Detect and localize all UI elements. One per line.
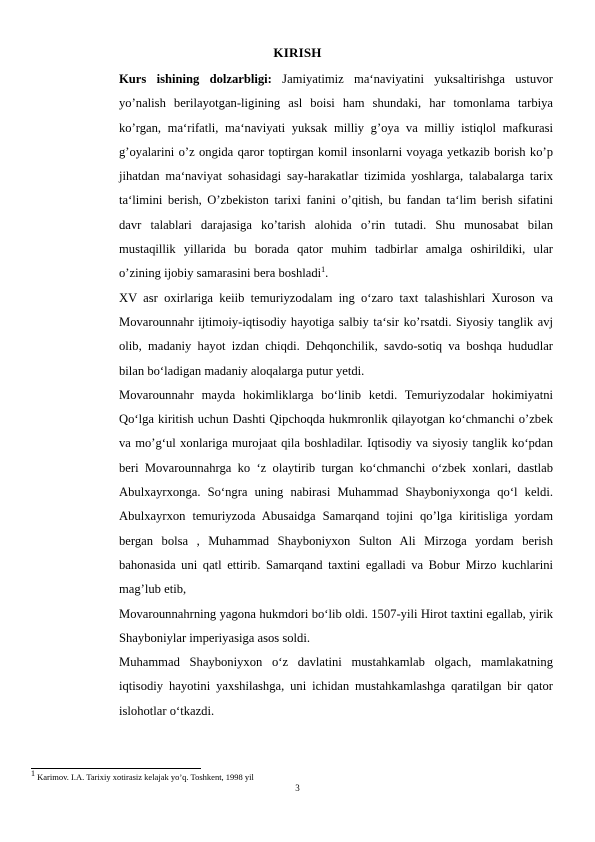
footnote-ref[interactable]: 1	[321, 265, 326, 275]
relevance-text: Jamiyatimiz ma‘naviyatini yuksaltirishga ustuvor yo’nalish berilayotgan-ligining asl boisi ham shundaki, har tomonlama tarbiya ko’rgan, ma‘rifatli, ma‘naviyati yuksak milliy g’oya va milliy istiqlol mafkurasi g’oyalarini o’z ongida qaror toptirgan komil insonlarni voyaga yetkazib borish ko’p jihatdan ma‘naviyat sohasidagi say-harakatlar tizimida yoshlarga, talabalarga tarix ta‘limini berish, O’zbekiston tarixi fanini o’qitish, bu fandan ta‘lim berish sifatini davr talablari darajasiga ko’tarish alohida o’rin tutadi. Shu munosabat bilan mustaqillik yillarida bu borada qator muhim tadbirlar amalga oshirildiki, ular o’zining ijobiy samarasini bera boshladi	[119, 72, 554, 281]
relevance-lead: Kurs ishining dolzarbligi:	[119, 72, 272, 86]
relevance-tail: .	[325, 266, 329, 281]
body-text	[119, 67, 553, 723]
footnote-marker: 1	[31, 769, 35, 779]
footnote-text: Karimov. I.A. Tarixiy xotirasiz kelajak yo’q. Toshkent, 1998 yil	[35, 772, 254, 782]
paragraph-xv-century: XV asr oxirlariga keiib temuriyzodalam ing o‘zaro taxt talashishlari Xuroson va Movarounnahr ijtimoiy-iqtisodiy hayotiga salbiy ta‘sir ko’rsatdi. Siyosiy tanglik avj olib, madaniy hayot izdan chiqdi. Dehqonchilik, savdo-sotiq va boshqa hududlar bilan bo‘ladigan madaniy aloqalarga putur yetdi.	[119, 290, 553, 378]
section-heading: KIRISH	[273, 45, 322, 60]
paragraph-movarounnahr-division: Movarounnahr mayda hokimliklarga bo‘linib ketdi. Temuriyzodalar hokimiyatni Qo‘lga kiritish uchun Dashti Qipchoqda hukmronlik qilayotgan ko‘chmanchi o’zbek va mo’g‘ul xonlariga murojaat qila boshladilar. Iqtisodiy va siyosiy tanglik ko‘pdan beri Movarounnahrga ko ‘z olaytirib turgan ko‘chmanchi o‘zbek xonlari, dastlab Abulxayrxonga. So‘ngra uning nabirasi Muhammad Shayboniyxonga qo‘l keldi. Abulxayrxon temuriyzoda Abusaidga Samarqand tojini qo’lga kiritisliga yordam bergan bolsa , Muhammad Shayboniyxon Sulton Ali Mirzoga yordam berish bahonasida uni qatl ettirib. Samarqand taxtini egalladi va Bobur Mirzo kuchlarini mag’lub etib,	[119, 387, 553, 597]
page-number: 3	[295, 783, 300, 793]
paragraph-relevance	[119, 67, 553, 286]
footnote-divider	[31, 768, 201, 769]
paragraph-reforms: Muhammad Shayboniyxon o‘z davlatini mustahkamlab olgach, mamlakatning iqtisodiy hayotini yaxshilashga, uni ichidan mustahkamlashga qaratilgan bir qator islohotlar o‘tkazdi.	[119, 655, 553, 718]
footnote	[31, 769, 254, 782]
paragraph-sole-ruler: Movarounnahrning yagona hukmdori bo‘lib oldi. 1507-yili Hirot taxtini egallab, yirik Shayboniylar imperiyasiga asos soldi.	[119, 606, 553, 645]
